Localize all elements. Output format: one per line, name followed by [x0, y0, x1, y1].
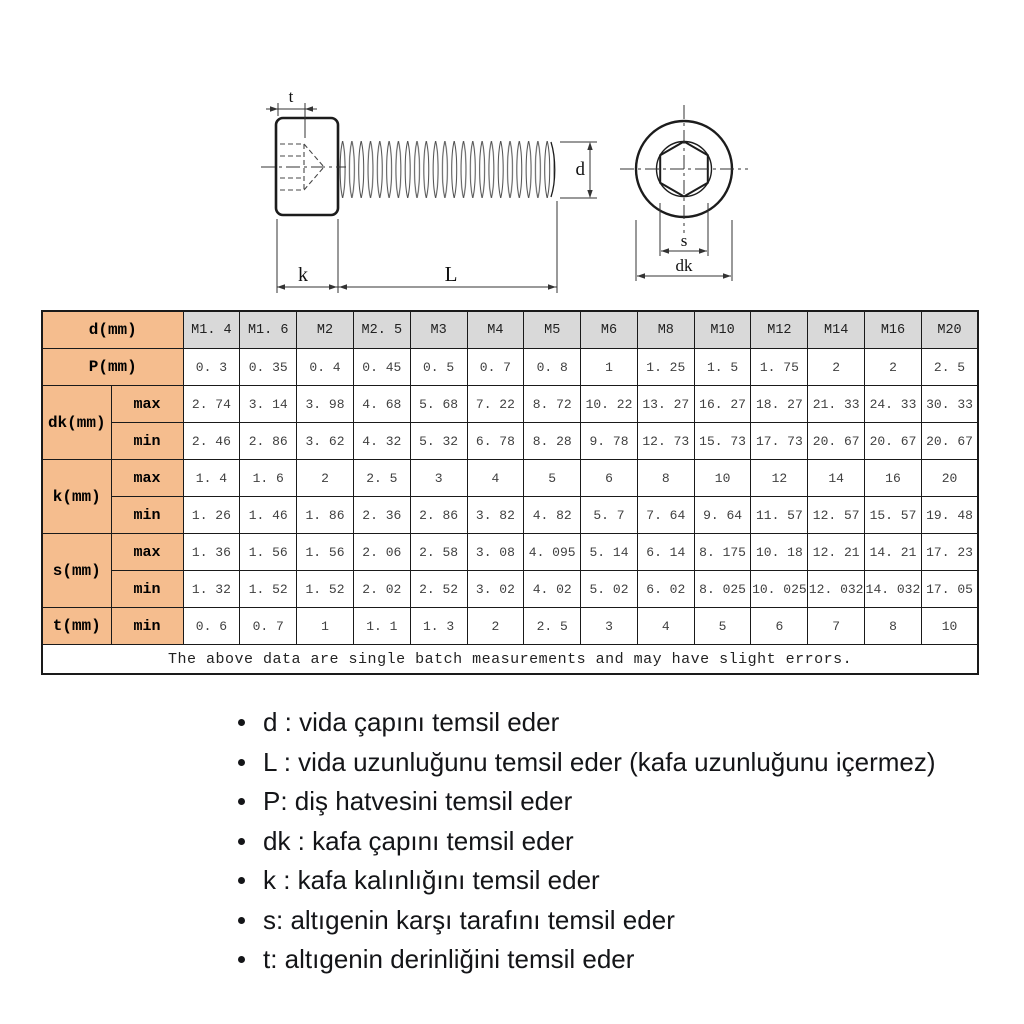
value-cell: 0. 8 [524, 349, 581, 386]
value-cell: 1. 56 [240, 534, 297, 571]
value-cell: 17. 23 [921, 534, 978, 571]
value-cell: 1. 6 [240, 460, 297, 497]
value-cell: 5. 7 [581, 497, 638, 534]
sub-label-min: min [111, 497, 183, 534]
col-header-size: M12 [751, 311, 808, 349]
value-cell: 20 [921, 460, 978, 497]
value-cell: 4 [467, 460, 524, 497]
value-cell: 11. 57 [751, 497, 808, 534]
value-cell: 2. 02 [353, 571, 410, 608]
value-cell: 6. 78 [467, 423, 524, 460]
screw-technical-drawing [0, 0, 1024, 305]
value-cell: 1. 1 [353, 608, 410, 645]
value-cell: 21. 33 [808, 386, 865, 423]
value-cell: 5. 32 [410, 423, 467, 460]
col-header-size: M4 [467, 311, 524, 349]
value-cell: 3. 98 [297, 386, 354, 423]
value-cell: 2. 86 [410, 497, 467, 534]
value-cell: 6. 02 [637, 571, 694, 608]
col-header-size: M2. 5 [353, 311, 410, 349]
col-header-size: M20 [921, 311, 978, 349]
value-cell: 15. 73 [694, 423, 751, 460]
sub-label-max: max [111, 386, 183, 423]
value-cell: 3. 62 [297, 423, 354, 460]
value-cell: 2. 06 [353, 534, 410, 571]
value-cell: 7. 64 [637, 497, 694, 534]
value-cell: 17. 05 [921, 571, 978, 608]
legend-text: s: altıgenin karşı tarafını temsil eder [263, 904, 675, 935]
value-cell: 3. 14 [240, 386, 297, 423]
sub-label-min: min [111, 608, 183, 645]
legend-text: k : kafa kalınlığını temsil eder [263, 865, 600, 895]
value-cell: 5 [524, 460, 581, 497]
value-cell: 20. 67 [865, 423, 922, 460]
row-k-max [42, 460, 978, 497]
sub-label-min: min [111, 423, 183, 460]
value-cell: 5 [694, 608, 751, 645]
value-cell: 14 [808, 460, 865, 497]
value-cell: 12. 57 [808, 497, 865, 534]
bullet-icon [238, 838, 245, 845]
value-cell: 2. 86 [240, 423, 297, 460]
value-cell: 0. 5 [410, 349, 467, 386]
value-cell: 8. 175 [694, 534, 751, 571]
value-cell: 7 [808, 608, 865, 645]
row-label-dk: dk(mm) [42, 386, 111, 460]
legend-text: dk : kafa çapını temsil eder [263, 825, 574, 856]
value-cell: 4. 82 [524, 497, 581, 534]
col-header-size: M10 [694, 311, 751, 349]
value-cell: 12. 21 [808, 534, 865, 571]
value-cell: 20. 67 [921, 423, 978, 460]
row-d [42, 311, 978, 349]
sub-label-max: max [111, 460, 183, 497]
value-cell: 24. 33 [865, 386, 922, 423]
value-cell: 2. 74 [183, 386, 240, 423]
value-cell: 2 [297, 460, 354, 497]
value-cell: 12. 73 [637, 423, 694, 460]
value-cell: 2. 52 [410, 571, 467, 608]
value-cell: 4. 32 [353, 423, 410, 460]
value-cell: 16. 27 [694, 386, 751, 423]
col-header-size: M5 [524, 311, 581, 349]
bullet-icon [238, 759, 245, 766]
row-k-min [42, 497, 978, 534]
row-s-min [42, 571, 978, 608]
value-cell: 10 [921, 608, 978, 645]
value-cell: 4 [637, 608, 694, 645]
value-cell: 1. 75 [751, 349, 808, 386]
value-cell: 2 [808, 349, 865, 386]
legend-text: L : vida uzunluğunu temsil eder (kafa uzunluğunu içermez) [263, 746, 936, 777]
col-header-size: M16 [865, 311, 922, 349]
table-note-row [42, 645, 978, 675]
value-cell: 20. 67 [808, 423, 865, 460]
value-cell: 0. 4 [297, 349, 354, 386]
value-cell: 8 [637, 460, 694, 497]
value-cell: 13. 27 [637, 386, 694, 423]
value-cell: 12 [751, 460, 808, 497]
value-cell: 8. 72 [524, 386, 581, 423]
sub-label-min: min [111, 571, 183, 608]
value-cell: 30. 33 [921, 386, 978, 423]
value-cell: 3 [581, 608, 638, 645]
row-t-min [42, 608, 978, 645]
col-header-size: M1. 4 [183, 311, 240, 349]
value-cell: 0. 3 [183, 349, 240, 386]
end-view-centerlines [620, 105, 748, 233]
value-cell: 8. 28 [524, 423, 581, 460]
row-label-k: k(mm) [42, 460, 111, 534]
legend-item-k [236, 861, 1016, 901]
value-cell: 2. 46 [183, 423, 240, 460]
legend-item-L [236, 743, 1016, 783]
value-cell: 1. 52 [297, 571, 354, 608]
screw-end-view [620, 105, 748, 281]
value-cell: 4. 02 [524, 571, 581, 608]
col-header-size: M3 [410, 311, 467, 349]
value-cell: 3. 82 [467, 497, 524, 534]
col-header-size: M6 [581, 311, 638, 349]
value-cell: 6 [581, 460, 638, 497]
value-cell: 10. 18 [751, 534, 808, 571]
value-cell: 0. 45 [353, 349, 410, 386]
value-cell: 18. 27 [751, 386, 808, 423]
dim-label-s: s [680, 231, 688, 250]
screw-spec-table [41, 310, 979, 675]
value-cell: 9. 78 [581, 423, 638, 460]
dim-label-k: k [298, 264, 308, 286]
value-cell: 3 [410, 460, 467, 497]
value-cell: 2. 58 [410, 534, 467, 571]
table-note: The above data are single batch measurements and may have slight errors. [42, 645, 978, 675]
value-cell: 4. 68 [353, 386, 410, 423]
value-cell: 14. 032 [865, 571, 922, 608]
value-cell: 5. 14 [581, 534, 638, 571]
value-cell: 1. 5 [694, 349, 751, 386]
bullet-icon [238, 917, 245, 924]
value-cell: 0. 35 [240, 349, 297, 386]
legend-item-d [236, 703, 1016, 743]
value-cell: 1. 52 [240, 571, 297, 608]
value-cell: 1. 26 [183, 497, 240, 534]
legend-text: P: diş hatvesini temsil eder [263, 786, 573, 816]
legend-text: d : vida çapını temsil eder [263, 707, 560, 737]
sub-label-max: max [111, 534, 183, 571]
row-label-t: t(mm) [42, 608, 111, 645]
spec-table-container [41, 310, 979, 675]
value-cell: 7. 22 [467, 386, 524, 423]
value-cell: 5. 02 [581, 571, 638, 608]
value-cell: 0. 6 [183, 608, 240, 645]
bullet-icon [238, 877, 245, 884]
row-s-max [42, 534, 978, 571]
row-label-s: s(mm) [42, 534, 111, 608]
value-cell: 14. 21 [865, 534, 922, 571]
value-cell: 1. 56 [297, 534, 354, 571]
value-cell: 2. 36 [353, 497, 410, 534]
value-cell: 1. 32 [183, 571, 240, 608]
value-cell: 8. 025 [694, 571, 751, 608]
value-cell: 2 [865, 349, 922, 386]
legend-item-t [236, 940, 1016, 980]
bullet-icon [238, 956, 245, 963]
value-cell: 19. 48 [921, 497, 978, 534]
legend-item-s [236, 901, 1016, 941]
value-cell: 0. 7 [467, 349, 524, 386]
row-dk-max [42, 386, 978, 423]
col-header-size: M1. 6 [240, 311, 297, 349]
value-cell: 2. 5 [353, 460, 410, 497]
value-cell: 0. 7 [240, 608, 297, 645]
value-cell: 15. 57 [865, 497, 922, 534]
value-cell: 8 [865, 608, 922, 645]
value-cell: 17. 73 [751, 423, 808, 460]
value-cell: 5. 68 [410, 386, 467, 423]
value-cell: 4. 095 [524, 534, 581, 571]
col-header-size: M14 [808, 311, 865, 349]
row-label-d: d(mm) [42, 311, 183, 349]
value-cell: 10 [694, 460, 751, 497]
screw-thread [338, 141, 554, 198]
screw-side-view [261, 103, 597, 293]
row-p [42, 349, 978, 386]
value-cell: 6. 14 [637, 534, 694, 571]
value-cell: 10. 22 [581, 386, 638, 423]
col-header-size: M8 [637, 311, 694, 349]
value-cell: 1. 4 [183, 460, 240, 497]
legend-text: t: altıgenin derinliğini temsil eder [263, 944, 635, 974]
value-cell: 1. 25 [637, 349, 694, 386]
dim-label-dk: dk [675, 256, 693, 275]
row-dk-min [42, 423, 978, 460]
value-cell: 3. 02 [467, 571, 524, 608]
legend-list [236, 703, 1016, 980]
value-cell: 9. 64 [694, 497, 751, 534]
value-cell: 2. 5 [524, 608, 581, 645]
value-cell: 12. 032 [808, 571, 865, 608]
dim-label-d: d [575, 159, 585, 180]
legend-item-dk [236, 822, 1016, 862]
value-cell: 2. 5 [921, 349, 978, 386]
value-cell: 3. 08 [467, 534, 524, 571]
dim-label-L: L [444, 262, 458, 286]
value-cell: 1. 36 [183, 534, 240, 571]
dim-label-t: t [288, 87, 294, 106]
value-cell: 6 [751, 608, 808, 645]
row-label-p: P(mm) [42, 349, 183, 386]
value-cell: 10. 025 [751, 571, 808, 608]
value-cell: 16 [865, 460, 922, 497]
legend-item-P [236, 782, 1016, 822]
value-cell: 1. 3 [410, 608, 467, 645]
value-cell: 1. 86 [297, 497, 354, 534]
bullet-icon [238, 719, 245, 726]
value-cell: 1 [297, 608, 354, 645]
bullet-icon [238, 798, 245, 805]
value-cell: 1. 46 [240, 497, 297, 534]
col-header-size: M2 [297, 311, 354, 349]
value-cell: 1 [581, 349, 638, 386]
value-cell: 2 [467, 608, 524, 645]
